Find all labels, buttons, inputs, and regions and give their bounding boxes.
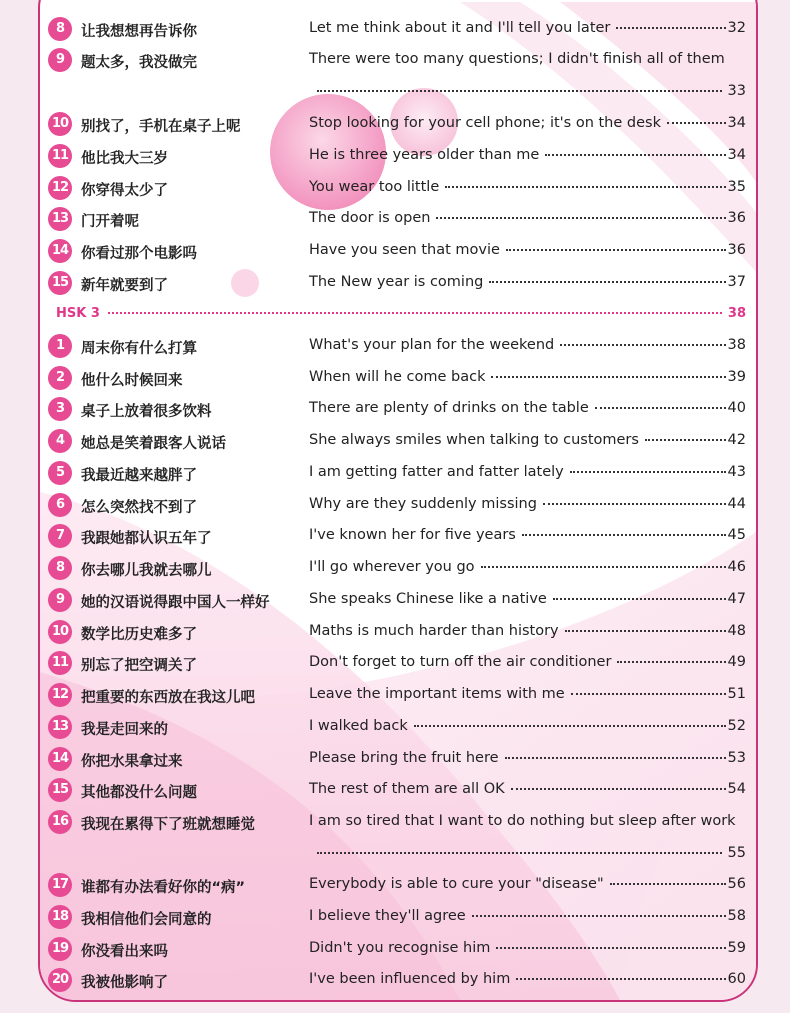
english-translation: The door is open	[309, 210, 431, 226]
page-number: 45	[727, 527, 746, 543]
item-number-badge: 4	[48, 429, 72, 453]
item-number-badge: 18	[48, 905, 72, 929]
item-number-badge: 14	[48, 239, 72, 263]
english-translation: She speaks Chinese like a native	[309, 591, 547, 607]
english-translation: What's your plan for the weekend	[309, 337, 555, 353]
page-number: 40	[727, 400, 746, 416]
page-number: 56	[727, 876, 746, 892]
chinese-sentence: 你看过那个电影吗	[81, 246, 197, 262]
chinese-sentence: 其他都没什么问题	[81, 785, 197, 801]
english-translation: The rest of them are all OK	[309, 781, 505, 797]
page-number: 58	[727, 908, 746, 924]
english-line	[309, 527, 746, 543]
english-translation: I've known her for five years	[309, 527, 516, 543]
dot-leader	[445, 182, 725, 188]
english-translation: Leave the important items with me	[309, 686, 565, 702]
dot-leader	[516, 974, 725, 980]
english-line	[309, 781, 746, 797]
english-translation: You wear too little	[309, 179, 440, 195]
page-number: 38	[727, 337, 746, 353]
english-line	[309, 876, 746, 892]
english-translation: Don't forget to turn off the air conditioner	[309, 654, 612, 670]
english-translation: She always smiles when talking to customers	[309, 432, 639, 448]
english-line	[309, 813, 746, 829]
list-item[interactable]	[0, 48, 790, 104]
page-number: 35	[727, 179, 746, 195]
page-number: 43	[727, 464, 746, 480]
chinese-sentence: 我被他影响了	[81, 975, 168, 991]
chinese-sentence: 把重要的东西放在我这儿吧	[81, 690, 255, 706]
english-line	[309, 400, 746, 416]
list-item[interactable]	[0, 461, 790, 485]
english-translation: Didn't you recognise him	[309, 940, 491, 956]
list-item[interactable]	[0, 493, 790, 517]
english-line	[309, 20, 746, 36]
english-line	[309, 559, 746, 575]
item-number-badge: 17	[48, 873, 72, 897]
english-line	[309, 908, 746, 924]
dot-leader	[616, 23, 725, 29]
english-line	[309, 115, 746, 131]
chinese-sentence: 他比我大三岁	[81, 151, 168, 167]
english-line	[309, 51, 746, 67]
item-number-badge: 19	[48, 937, 72, 961]
chinese-sentence: 你穿得太少了	[81, 183, 168, 199]
list-item[interactable]	[0, 937, 790, 961]
dot-leader	[108, 308, 722, 314]
list-item[interactable]	[0, 683, 790, 707]
list-item[interactable]	[0, 747, 790, 771]
chinese-sentence: 新年就要到了	[81, 278, 168, 294]
english-line	[309, 210, 746, 226]
page-number: 33	[727, 83, 746, 99]
english-translation: I believe they'll agree	[309, 908, 466, 924]
chinese-sentence: 你去哪儿我就去哪儿	[81, 563, 212, 579]
item-number-badge: 3	[48, 397, 72, 421]
dot-leader	[545, 150, 725, 156]
english-translation: Stop looking for your cell phone; it's on the desk	[309, 115, 661, 131]
item-number-badge: 5	[48, 461, 72, 485]
list-item[interactable]	[0, 144, 790, 168]
list-item[interactable]	[0, 905, 790, 929]
english-translation: Everybody is able to cure your "disease"	[309, 876, 604, 892]
item-number-badge: 11	[48, 144, 72, 168]
page-number: 32	[727, 20, 746, 36]
page-number: 46	[727, 559, 746, 575]
dot-leader	[610, 879, 726, 885]
english-translation: I walked back	[309, 718, 408, 734]
item-number-badge: 9	[48, 48, 72, 72]
dot-leader	[570, 467, 726, 473]
dot-leader	[414, 721, 726, 727]
page-number: 36	[727, 210, 746, 226]
page-number: 48	[727, 623, 746, 639]
chinese-sentence: 她的汉语说得跟中国人一样好	[81, 595, 270, 611]
page-number: 49	[727, 654, 746, 670]
dot-leader	[645, 435, 726, 441]
english-translation: There are plenty of drinks on the table	[309, 400, 589, 416]
chinese-sentence: 数学比历史难多了	[81, 627, 197, 643]
chinese-sentence: 题太多，我没做完	[81, 55, 197, 71]
english-translation: Please bring the fruit here	[309, 750, 499, 766]
page-number: 55	[727, 845, 746, 861]
page-number: 39	[727, 369, 746, 385]
chinese-sentence: 他什么时候回来	[81, 373, 183, 389]
list-item[interactable]	[0, 366, 790, 390]
dot-leader	[489, 277, 725, 283]
page-number: 59	[727, 940, 746, 956]
page-number: 47	[727, 591, 746, 607]
list-item[interactable]	[0, 397, 790, 421]
dot-leader	[496, 943, 725, 949]
chinese-sentence: 门开着呢	[81, 214, 139, 230]
list-item[interactable]	[0, 778, 790, 802]
english-line	[309, 718, 746, 734]
list-item[interactable]	[0, 17, 790, 41]
list-item[interactable]	[0, 207, 790, 231]
section-title: HSK 3	[56, 306, 100, 321]
continuation-line	[317, 83, 746, 99]
item-number-badge: 2	[48, 366, 72, 390]
page-number: 60	[727, 971, 746, 987]
item-number-badge: 6	[48, 493, 72, 517]
english-translation: The New year is coming	[309, 274, 484, 290]
dot-leader	[617, 657, 725, 663]
item-number-badge: 9	[48, 588, 72, 612]
english-translation: I've been influenced by him	[309, 971, 511, 987]
chinese-sentence: 我现在累得下了班就想睡觉	[81, 817, 255, 833]
english-line	[309, 496, 746, 512]
dot-leader	[481, 562, 726, 568]
english-translation: He is three years older than me	[309, 147, 540, 163]
list-item[interactable]	[0, 620, 790, 644]
english-line	[309, 464, 746, 480]
english-translation: I am getting fatter and fatter lately	[309, 464, 564, 480]
item-number-badge: 15	[48, 271, 72, 295]
list-item[interactable]	[0, 429, 790, 453]
page-number: 42	[727, 432, 746, 448]
english-translation: When will he come back	[309, 369, 486, 385]
item-number-badge: 10	[48, 620, 72, 644]
section-line	[56, 306, 746, 321]
list-item[interactable]	[0, 239, 790, 263]
list-item[interactable]	[0, 810, 790, 866]
chinese-sentence: 我最近越来越胖了	[81, 468, 197, 484]
list-item[interactable]	[0, 271, 790, 295]
english-line	[309, 623, 746, 639]
section-heading-row[interactable]	[0, 304, 790, 324]
chinese-sentence: 你没看出来吗	[81, 944, 168, 960]
dot-leader	[317, 848, 722, 854]
page-number: 44	[727, 496, 746, 512]
continuation-line	[317, 845, 746, 861]
item-number-badge: 20	[48, 968, 72, 992]
english-translation: Have you seen that movie	[309, 242, 500, 258]
chinese-sentence: 我是走回来的	[81, 722, 168, 738]
page-number: 34	[727, 147, 746, 163]
chinese-sentence: 让我想想再告诉你	[81, 24, 197, 40]
list-item[interactable]	[0, 556, 790, 580]
chinese-sentence: 谁都有办法看好你的“病”	[81, 880, 246, 896]
list-item[interactable]	[0, 873, 790, 897]
page-number: 53	[727, 750, 746, 766]
english-translation: Let me think about it and I'll tell you later	[309, 20, 611, 36]
dot-leader	[505, 753, 726, 759]
dot-leader	[511, 784, 726, 790]
item-number-badge: 8	[48, 17, 72, 41]
item-number-badge: 1	[48, 334, 72, 358]
dot-leader	[560, 340, 725, 346]
chinese-sentence: 别找了，手机在桌子上呢	[81, 119, 241, 135]
chinese-sentence: 周末你有什么打算	[81, 341, 197, 357]
list-item[interactable]	[0, 334, 790, 358]
english-line	[309, 242, 746, 258]
chinese-sentence: 怎么突然找不到了	[81, 500, 197, 516]
item-number-badge: 11	[48, 651, 72, 675]
chinese-sentence: 我相信他们会同意的	[81, 912, 212, 928]
english-line	[309, 337, 746, 353]
item-number-badge: 12	[48, 176, 72, 200]
english-line	[309, 971, 746, 987]
english-line	[309, 591, 746, 607]
list-item[interactable]	[0, 715, 790, 739]
page-number: 54	[727, 781, 746, 797]
item-number-badge: 16	[48, 810, 72, 834]
english-line	[309, 432, 746, 448]
dot-leader	[595, 403, 726, 409]
item-number-badge: 12	[48, 683, 72, 707]
english-line	[309, 369, 746, 385]
dot-leader	[522, 530, 726, 536]
item-number-badge: 15	[48, 778, 72, 802]
english-line	[309, 750, 746, 766]
list-item[interactable]	[0, 588, 790, 612]
item-number-badge: 7	[48, 524, 72, 548]
page-number: 51	[727, 686, 746, 702]
english-translation: Maths is much harder than history	[309, 623, 559, 639]
list-item[interactable]	[0, 651, 790, 675]
item-number-badge: 13	[48, 207, 72, 231]
dot-leader	[506, 245, 726, 251]
dot-leader	[571, 689, 726, 695]
chinese-sentence: 你把水果拿过来	[81, 754, 183, 770]
chinese-sentence: 她总是笑着跟客人说话	[81, 436, 226, 452]
section-page-number: 38	[727, 306, 746, 321]
list-item[interactable]	[0, 112, 790, 136]
dot-leader	[667, 118, 726, 124]
english-line	[309, 654, 746, 670]
english-line	[309, 940, 746, 956]
dot-leader	[472, 911, 726, 917]
dot-leader	[543, 499, 726, 505]
page-number: 37	[727, 274, 746, 290]
english-translation: Why are they suddenly missing	[309, 496, 537, 512]
page-number: 34	[727, 115, 746, 131]
english-line	[309, 274, 746, 290]
item-number-badge: 13	[48, 715, 72, 739]
english-line	[309, 147, 746, 163]
item-number-badge: 14	[48, 747, 72, 771]
english-translation: I am so tired that I want to do nothing but sleep after work	[309, 813, 736, 829]
item-number-badge: 8	[48, 556, 72, 580]
english-line	[309, 686, 746, 702]
english-translation: I'll go wherever you go	[309, 559, 475, 575]
list-item[interactable]	[0, 176, 790, 200]
dot-leader	[317, 86, 722, 92]
english-line	[309, 179, 746, 195]
chinese-sentence: 别忘了把空调关了	[81, 658, 197, 674]
dot-leader	[491, 372, 725, 378]
page-number: 52	[727, 718, 746, 734]
dot-leader	[565, 626, 726, 632]
list-item[interactable]	[0, 968, 790, 992]
english-translation: There were too many questions; I didn't finish all of them	[309, 51, 725, 67]
item-number-badge: 10	[48, 112, 72, 136]
dot-leader	[553, 594, 726, 600]
chinese-sentence: 桌子上放着很多饮料	[81, 404, 212, 420]
dot-leader	[436, 213, 725, 219]
chinese-sentence: 我跟她都认识五年了	[81, 531, 212, 547]
page-number: 36	[727, 242, 746, 258]
list-item[interactable]	[0, 524, 790, 548]
